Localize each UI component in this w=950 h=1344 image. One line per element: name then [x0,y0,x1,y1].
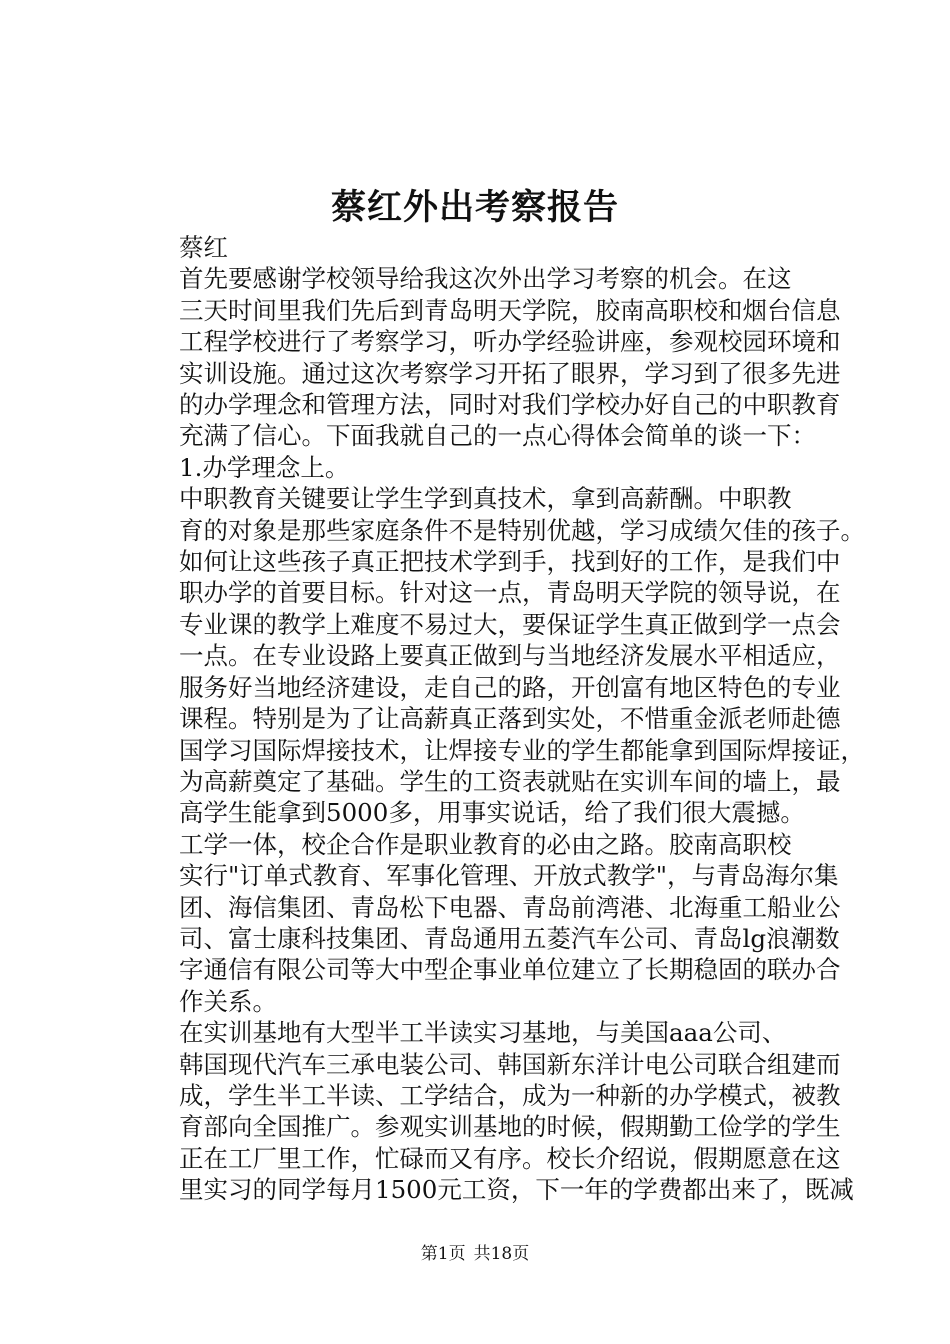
text-line: 1.办学理念上。 [179,452,350,482]
text-line: 职办学的首要目标。针对这一点，青岛明天学院的领导说，在 [179,578,841,608]
text-line: 团、海信集团、青岛松下电器、青岛前湾港、北海重工船业公 [179,892,841,922]
paragraph [130,829,841,1017]
page-footer [0,1242,950,1266]
page-number: 第1页 [420,1244,466,1264]
text-line: 高学生能拿到5000多，用事实说话，给了我们很大震撼。 [179,798,805,828]
text-line: 课程。特别是为了让高薪真正落到实处，不惜重金派老师赴德 [179,704,841,734]
document-body [130,232,865,1206]
text-line: 成，学生半工半读、工学结合，成为一种新的办学模式，被教 [179,1080,841,1110]
text-line: 中职教育关键要让学生学到真技术，拿到高薪酬。中职教 [179,484,792,514]
text-line: 首先要感谢学校领导给我这次外出学习考察的机会。在这 [179,264,792,294]
text-line: 如何让这些孩子真正把技术学到手，找到好的工作，是我们中 [179,547,841,577]
text-line: 一点。在专业设路上要真正做到与当地经济发展水平相适应， [179,641,841,671]
text-line: 服务好当地经济建设，走自己的路，开创富有地区特色的专业 [179,672,841,702]
text-line: 国学习国际焊接技术，让焊接专业的学生都能拿到国际焊接证， [179,735,865,765]
text-line: 充满了信心。下面我就自己的一点心得体会简单的谈一下： [179,421,816,451]
text-line: 正在工厂里工作，忙碌而又有序。校长介绍说，假期愿意在这 [179,1143,841,1173]
text-line: 作关系。 [179,986,277,1016]
text-line: 工程学校进行了考察学习，听办学经验讲座，参观校园环境和 [179,327,841,357]
page-total: 共18页 [473,1244,530,1264]
text-line: 里实习的同学每月1500元工资，下一年的学费都出来了，既减 [179,1175,854,1205]
text-line: 为高薪奠定了基础。学生的工资表就贴在实训车间的墙上，最 [179,766,841,796]
author-line [130,232,836,263]
text-line: 实行"订单式教育、军事化管理、开放式教学"，与青岛海尔集 [179,861,839,891]
text-line: 工学一体，校企合作是职业教育的必由之路。胶南高职校 [179,829,792,859]
text-line: 专业课的教学上难度不易过大，要保证学生真正做到学一点会 [179,609,841,639]
text-line: 育部向全国推广。参观实训基地的时候，假期勤工俭学的学生 [179,1112,841,1142]
text-line: 育的对象是那些家庭条件不是特别优越，学习成绩欠佳的孩子。 [179,515,865,545]
paragraph [130,452,836,483]
paragraph [130,263,841,451]
text-line: 实训设施。通过这次考察学习开拓了眼界，学习到了很多先进 [179,358,841,388]
text-line: 字通信有限公司等大中型企事业单位建立了长期稳固的联办合 [179,955,841,985]
paragraph [130,483,865,828]
paragraph [130,1017,854,1205]
paragraph-list [130,263,865,1205]
text-line: 的办学理念和管理方法，同时对我们学校办好自己的中职教育 [179,390,841,420]
text-line: 蔡红 [179,233,228,262]
text-line: 在实训基地有大型半工半读实习基地，与美国aaa公司、 [179,1018,787,1048]
text-line: 司、富士康科技集团、青岛通用五菱汽车公司、青岛lg浪潮数 [179,923,840,953]
document-title: 蔡红外出考察报告 [330,187,619,228]
text-line: 三天时间里我们先后到青岛明天学院，胶南高职校和烟台信息 [179,295,841,325]
text-line: 韩国现代汽车三承电装公司、韩国新东洋计电公司联合组建而 [179,1049,841,1079]
